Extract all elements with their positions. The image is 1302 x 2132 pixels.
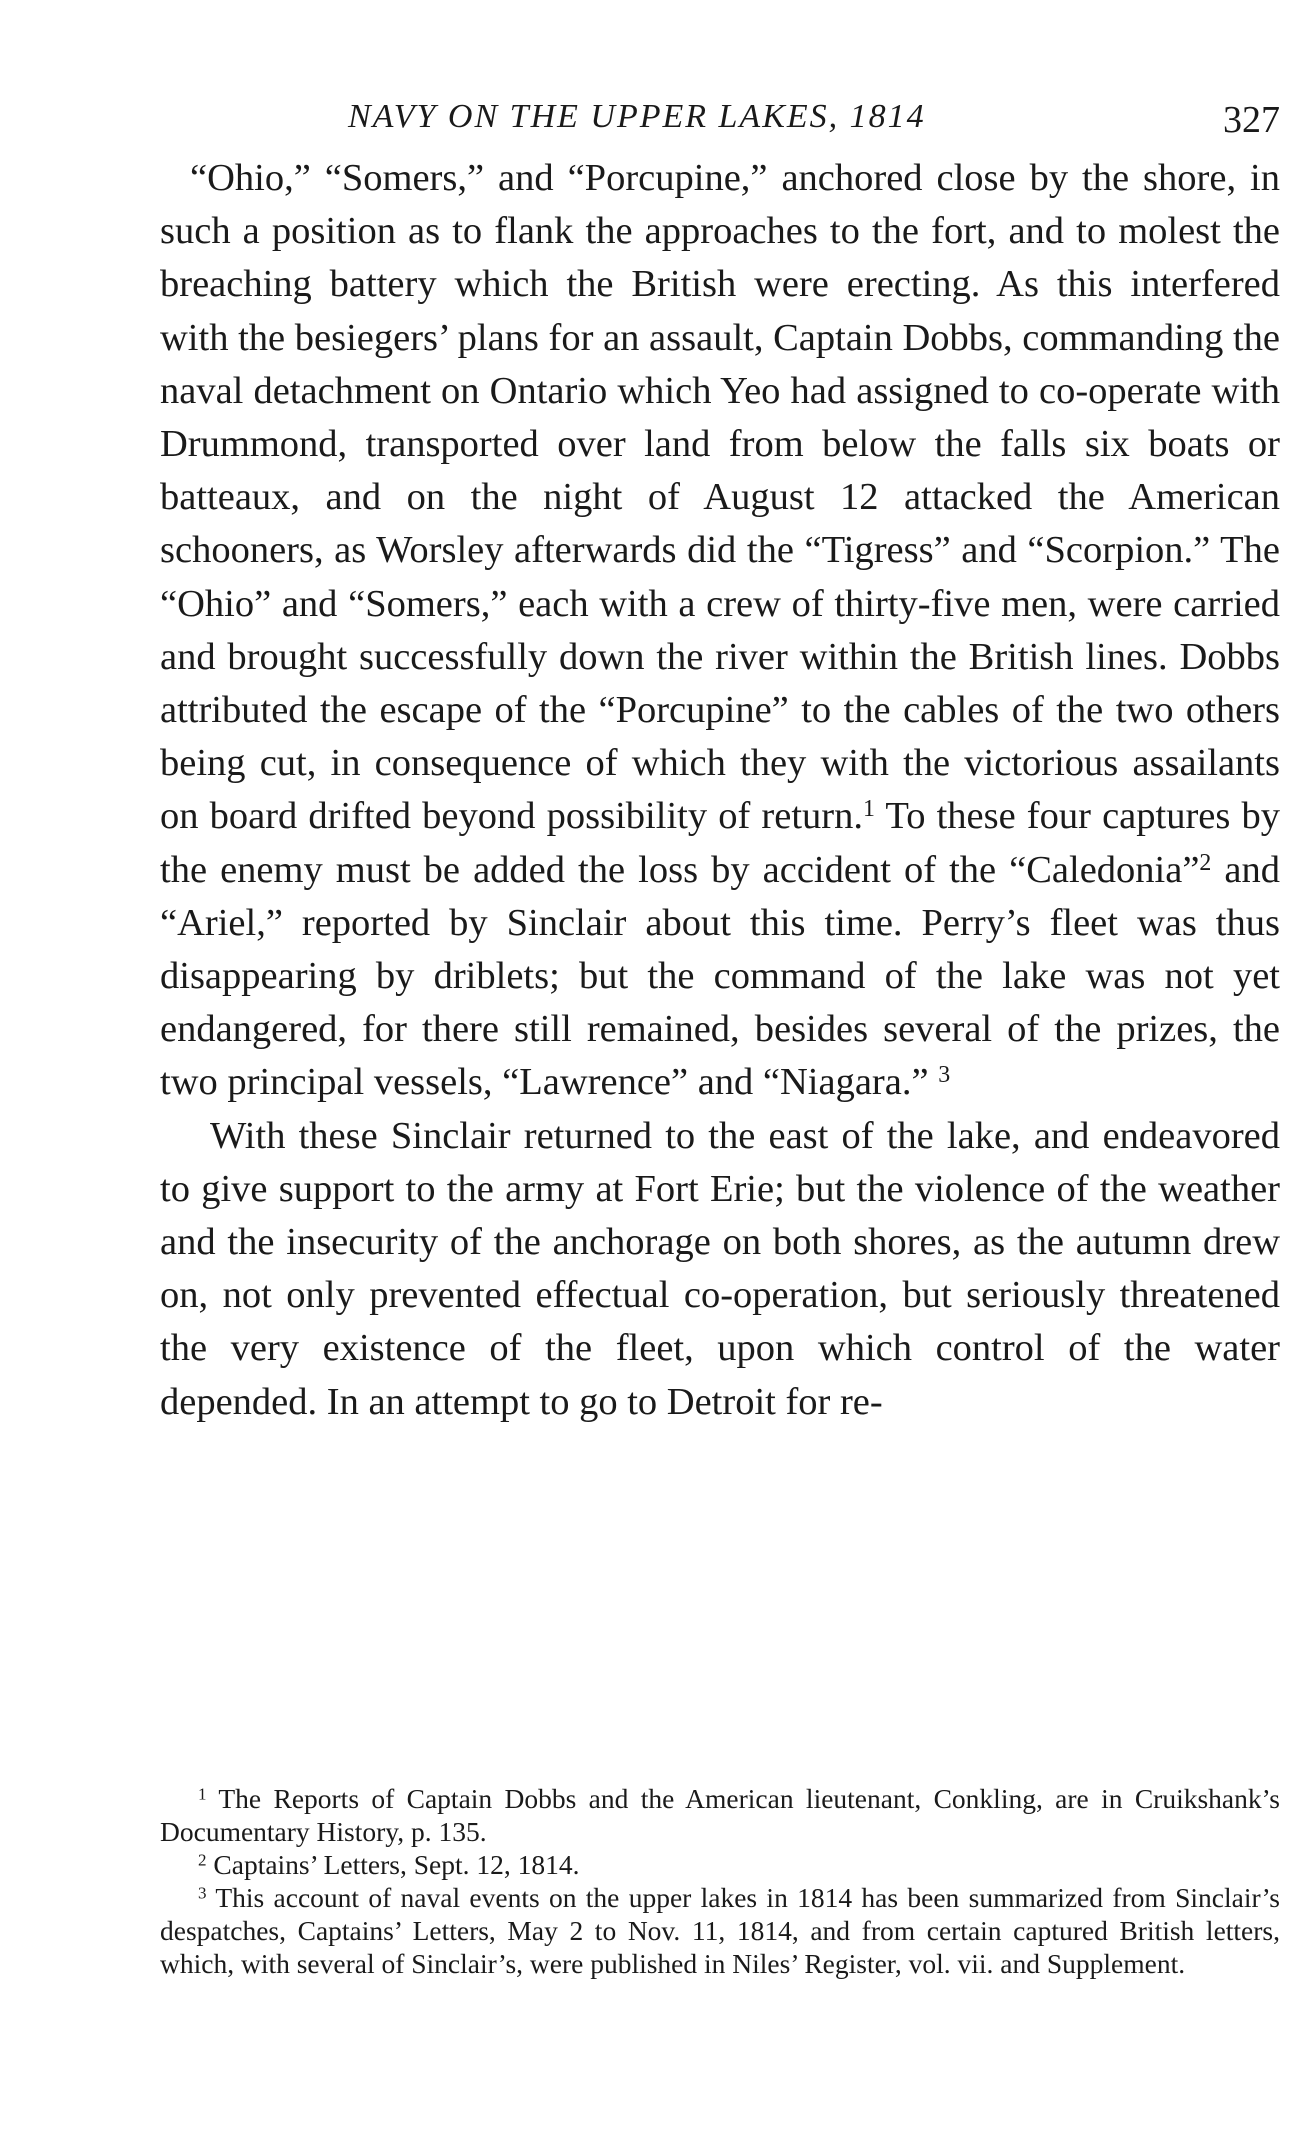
- footnote-marker-3: 3: [198, 1883, 207, 1903]
- footnote-ref-2: 2: [1199, 849, 1212, 876]
- paragraph-1-part-1: “Ohio,” “Somers,” and “Porcupine,” anchored close by the shore, in such a position as to flank the approaches to the fort, and to molest the breaching battery which the British were erecting. As this interfered with the besiegers’ plans for an assault, Captain Dobbs, commanding the naval detachment on Ontario which Yeo had assigned to co-operate with Drummond, transported over land from below the falls six boats or batteaux, and on the night of August 12 attacked the American schooners, as Worsley afterwards did the “Tigress” and “Scorpion.” The “Ohio” and “Somers,” each with a crew of thirty-five men, were carried and brought successfully down the river within the British lines. Dobbs attributed the escape of the “Porcupine” to the cables of the two others being cut, in consequence of which they with the victorious assailants on board drifted beyond possibility of return.: [160, 157, 1280, 838]
- footnote-text-2: Captains’ Letters, Sept. 12, 1814.: [213, 1849, 580, 1880]
- footnote-1: [160, 1782, 1280, 1848]
- footnote-marker-1: 1: [198, 1784, 207, 1804]
- paragraph-1: [160, 152, 1280, 1110]
- footnote-marker-2: 2: [198, 1850, 207, 1870]
- footnotes: [160, 1782, 1280, 1980]
- footnote-ref-1: 1: [862, 796, 875, 823]
- footnote-2: [160, 1848, 1280, 1881]
- paragraph-2: With these Sinclair returned to the east of the lake, and endeavored to give support to the army at Fort Erie; but the violence of the weather and the insecurity of the anchorage on both shores, as the autumn drew on, not only prevented effectual co-operation, but seriously threatened the very existence of the fleet, upon which control of the water depended. In an attempt to go to Detroit for re-: [160, 1114, 1280, 1423]
- running-title: NAVY ON THE UPPER LAKES, 1814: [348, 98, 926, 135]
- paragraph-1-part-3: and “Ariel,” reported by Sinclair about this time. Perry’s fleet was thus disappearing by driblets; but the command of the lake was not yet endangered, for there still remained, besides several of the prizes, the two principal vessels, “Lawrence” and “Niagara.”: [160, 848, 1280, 1104]
- footnote-text-1: The Reports of Captain Dobbs and the American lieutenant, Conkling, are in Cruikshank’s Documentary History, p. 135.: [160, 1783, 1280, 1847]
- paragraph-1-part-2: To these four captures by the enemy must be added the loss by accident of the “Caledonia”: [160, 795, 1280, 891]
- page-number: 327: [1223, 99, 1280, 141]
- footnote-3: [160, 1881, 1280, 1980]
- running-header: [160, 98, 1280, 148]
- body-text: [160, 152, 1280, 1429]
- footnote-ref-3: 3: [938, 1062, 951, 1089]
- footnote-text-3: This account of naval events on the upper lakes in 1814 has been summarized from Sinclair’s despatches, Captains’ Letters, May 2 to Nov. 11, 1814, and from certain captured British letters, which, with several of Sinclair’s, were published in Niles’ Register, vol. vii. and Supplement.: [160, 1882, 1280, 1979]
